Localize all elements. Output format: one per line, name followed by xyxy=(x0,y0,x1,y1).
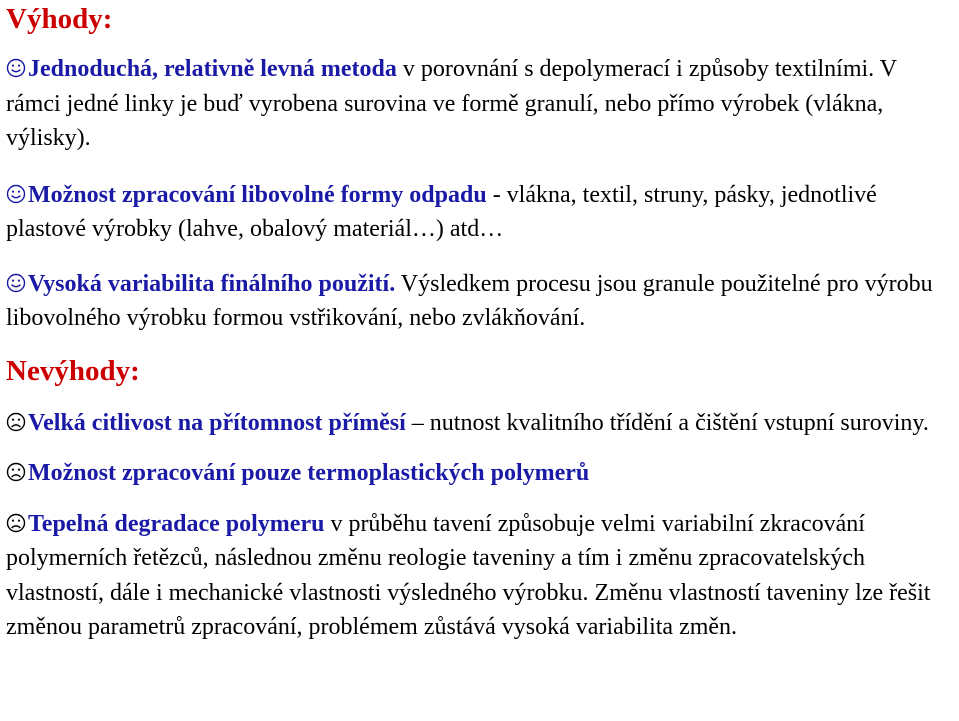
smiley-face-icon xyxy=(6,273,26,293)
advantage-item-3-text: Výsledkem procesu jsou granule použitelné pro výrobu libovolného výrobku formou vstřikování, nebo zvlákňování. xyxy=(6,270,933,331)
disadvantage-item-1-text: – nutnost kvalitního třídění a čištění vstupní suroviny. xyxy=(405,409,929,436)
frowning-face-icon xyxy=(6,462,26,482)
disadvantage-item-2 xyxy=(6,456,956,491)
smiley-face-icon xyxy=(6,58,26,78)
advantage-item-2-lead: Možnost zpracování libovolné formy odpadu xyxy=(28,181,487,208)
advantage-item-2 xyxy=(6,178,956,247)
disadvantage-item-3-text: v průběhu tavení způsobuje velmi variabilní zkracování polymerních řetězců, následnou změnu reologie taveniny a tím i změnu zpracovatelských vlastností, dále i mechanické vlastnosti výsledného výrobku. Změnu vlastností taveniny lze řešit změnou parametrů zpracování, problémem zůstává vysoká variabilita změn. xyxy=(6,510,931,640)
advantage-item-3 xyxy=(6,267,956,336)
advantage-item-1-text: v porovnání s depolymerací i způsoby textilními. V rámci jedné linky je buď vyrobena surovina ve formě granulí, nebo přímo výrobek (vlákna, výlisky). xyxy=(6,56,897,151)
advantage-item-2-text: - vlákna, textil, struny, pásky, jednotlivé plastové výrobky (lahve, obalový materiál…) atd… xyxy=(6,181,877,242)
disadvantage-item-3-lead: Tepelná degradace polymeru xyxy=(28,510,325,537)
disadvantages-heading: Nevýhody: xyxy=(6,354,140,387)
advantage-item-1-lead: Jednoduchá, relativně levná metoda xyxy=(28,56,397,82)
smiley-face-icon xyxy=(6,184,26,204)
slide xyxy=(6,0,956,645)
advantage-item-3-lead: Vysoká variabilita finálního použití. xyxy=(28,270,396,297)
disadvantage-item-1-lead: Velká citlivost na přítomnost příměsí xyxy=(28,409,406,436)
disadvantage-item-1 xyxy=(6,406,956,441)
disadvantage-item-2-lead: Možnost zpracování pouze termoplastických polymerů xyxy=(28,460,590,486)
advantages-heading: Výhody: xyxy=(6,3,113,35)
frowning-face-icon xyxy=(6,412,26,432)
disadvantage-item-3 xyxy=(6,507,956,645)
advantage-item-1 xyxy=(6,52,956,156)
frowning-face-icon xyxy=(6,513,26,533)
